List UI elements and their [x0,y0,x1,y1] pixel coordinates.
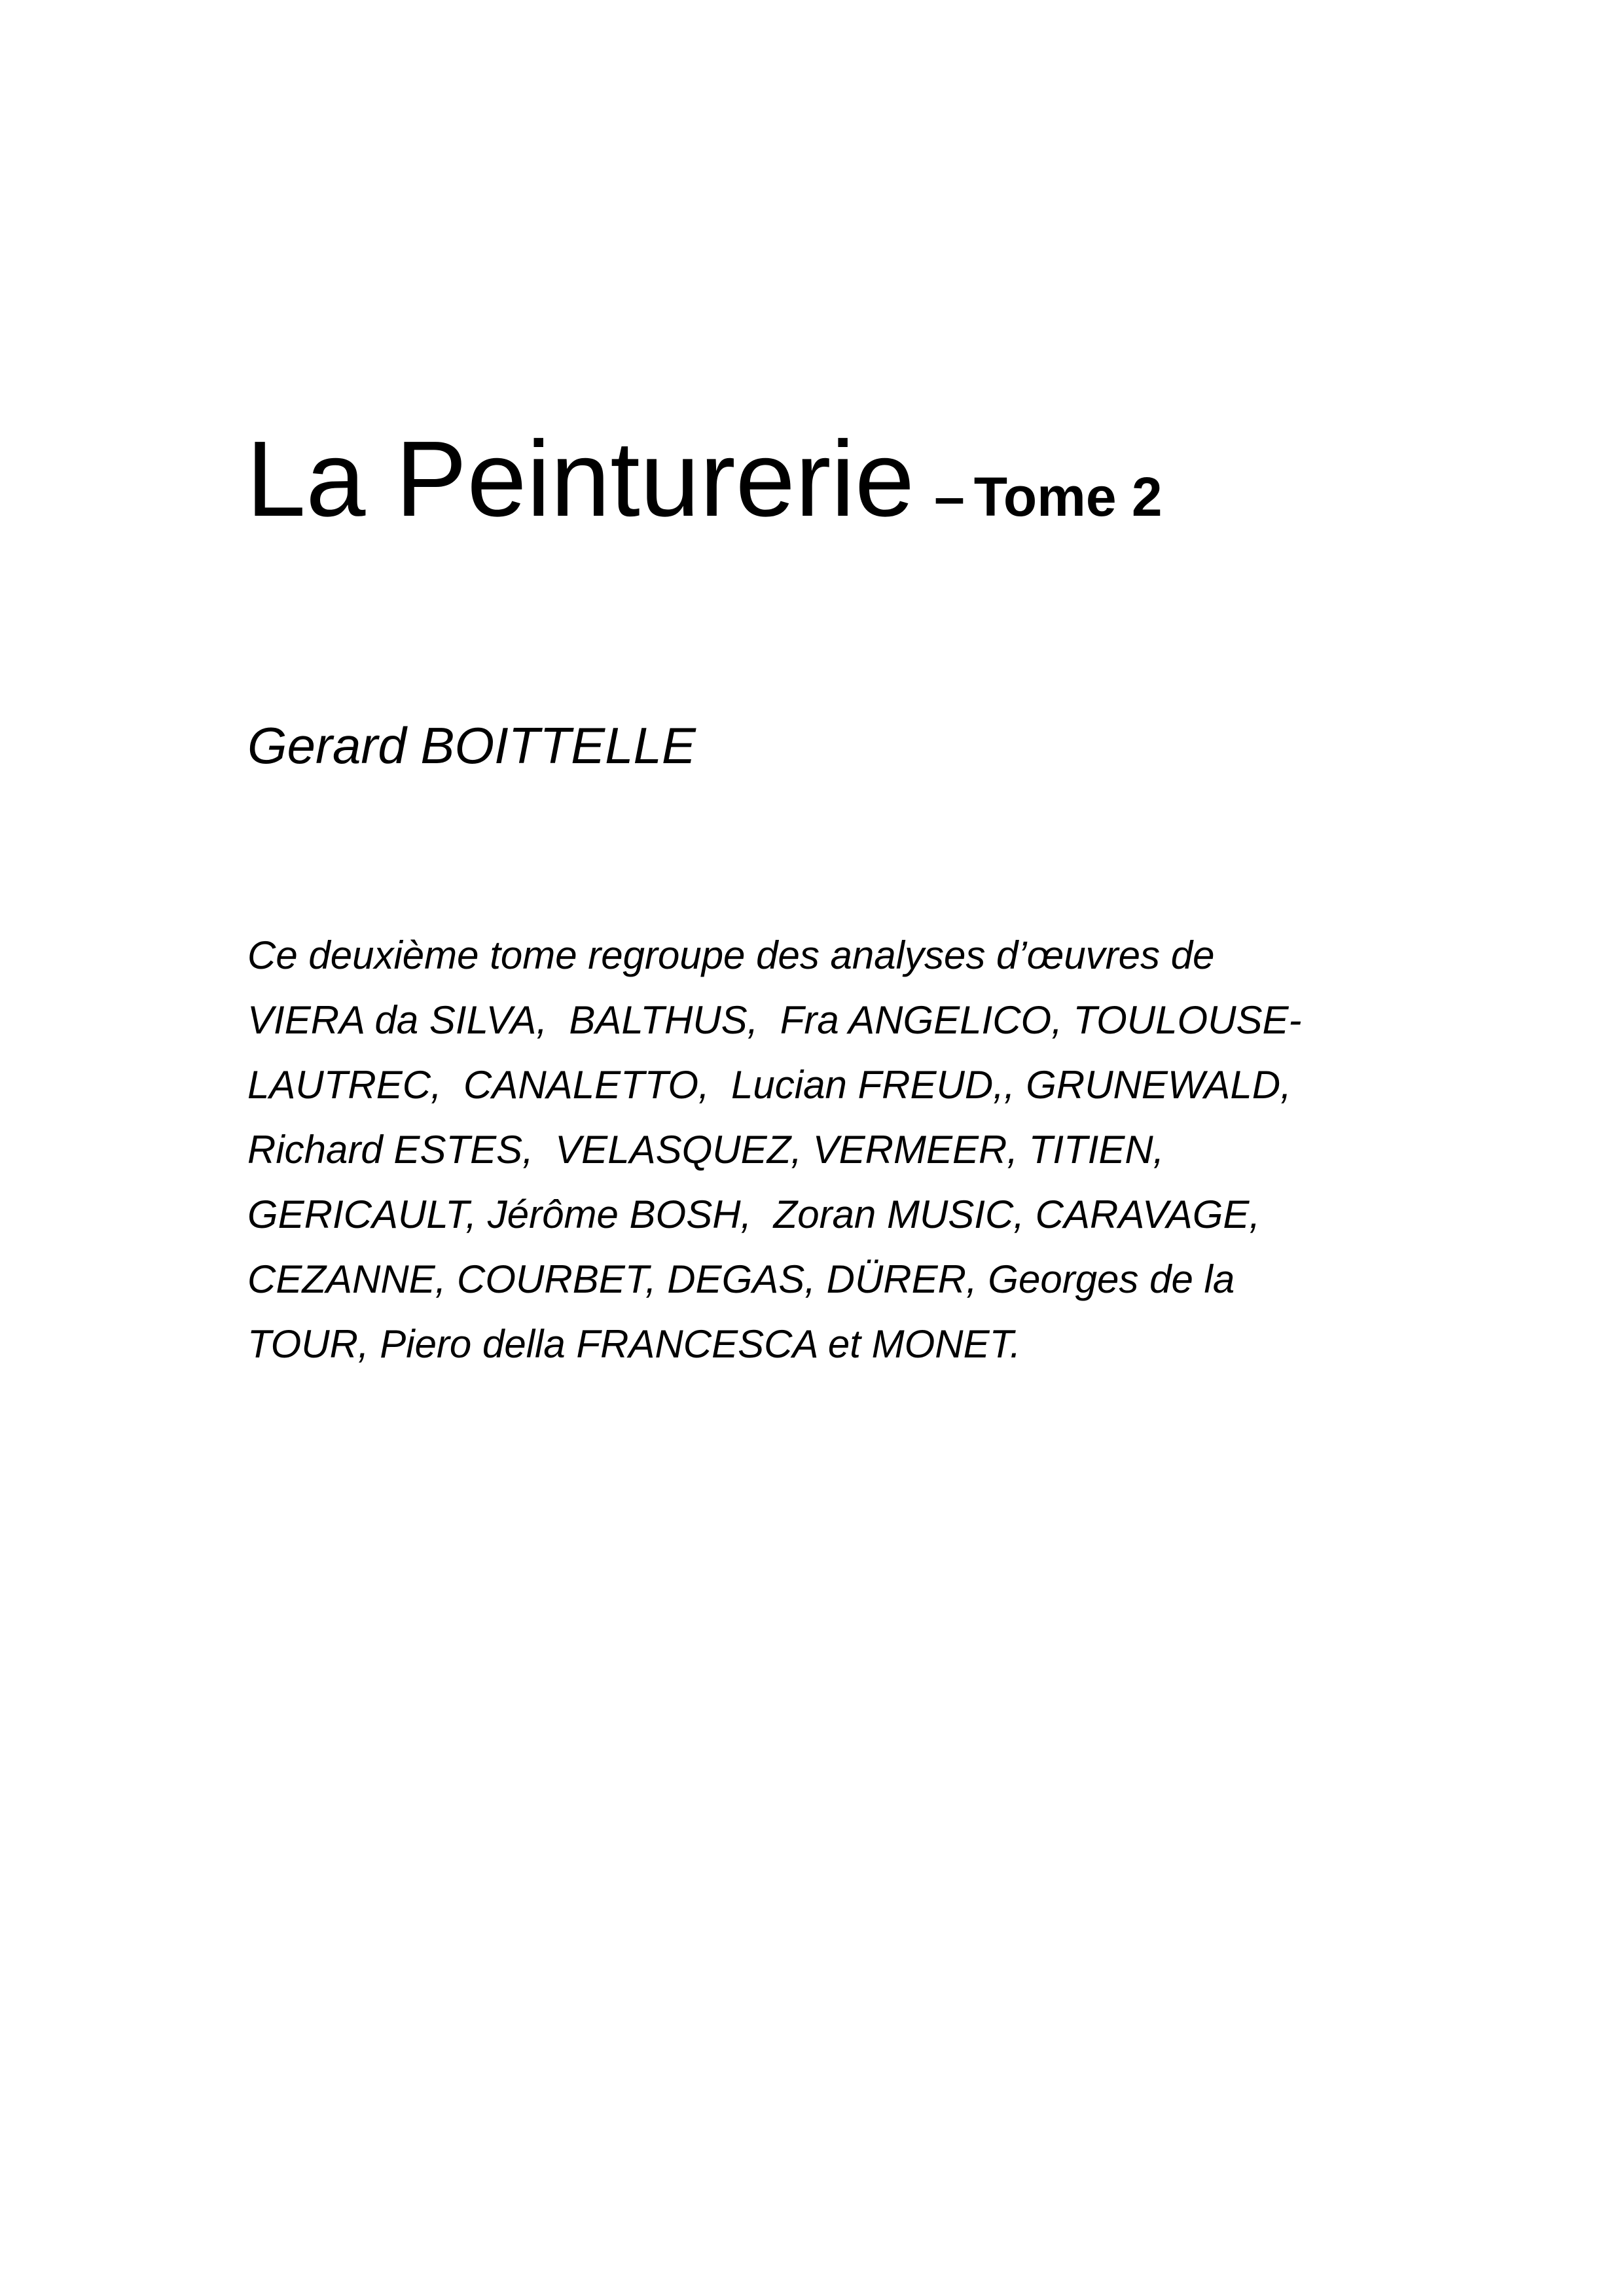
summary-line: Ce deuxième tome regroupe des analyses d’œuvres de [247,933,1215,977]
summary-line: LAUTREC, CANALETTO, Lucian FREUD,, GRUNEWALD, [247,1063,1291,1107]
summary-paragraph [247,923,1302,1376]
summary-line: GERICAULT, Jérôme BOSH, Zoran MUSIC, CARAVAGE, [247,1193,1261,1236]
summary-line: Richard ESTES, VELASQUEZ, VERMEER, TITIEN, [247,1128,1164,1172]
book-title [246,419,1163,539]
summary-line: TOUR, Piero della FRANCESCA et MONET. [247,1322,1021,1366]
title-volume: Tome 2 [973,466,1163,528]
summary-line: VIERA da SILVA, BALTHUS, Fra ANGELICO, TOULOUSE- [247,998,1302,1042]
author-name: Gerard BOITTELLE [247,717,696,774]
summary-line: CEZANNE, COURBET, DEGAS, DÜRER, Georges de la [247,1257,1235,1301]
title-separator: – [934,466,965,528]
title-main: La Peinturerie [246,419,915,539]
